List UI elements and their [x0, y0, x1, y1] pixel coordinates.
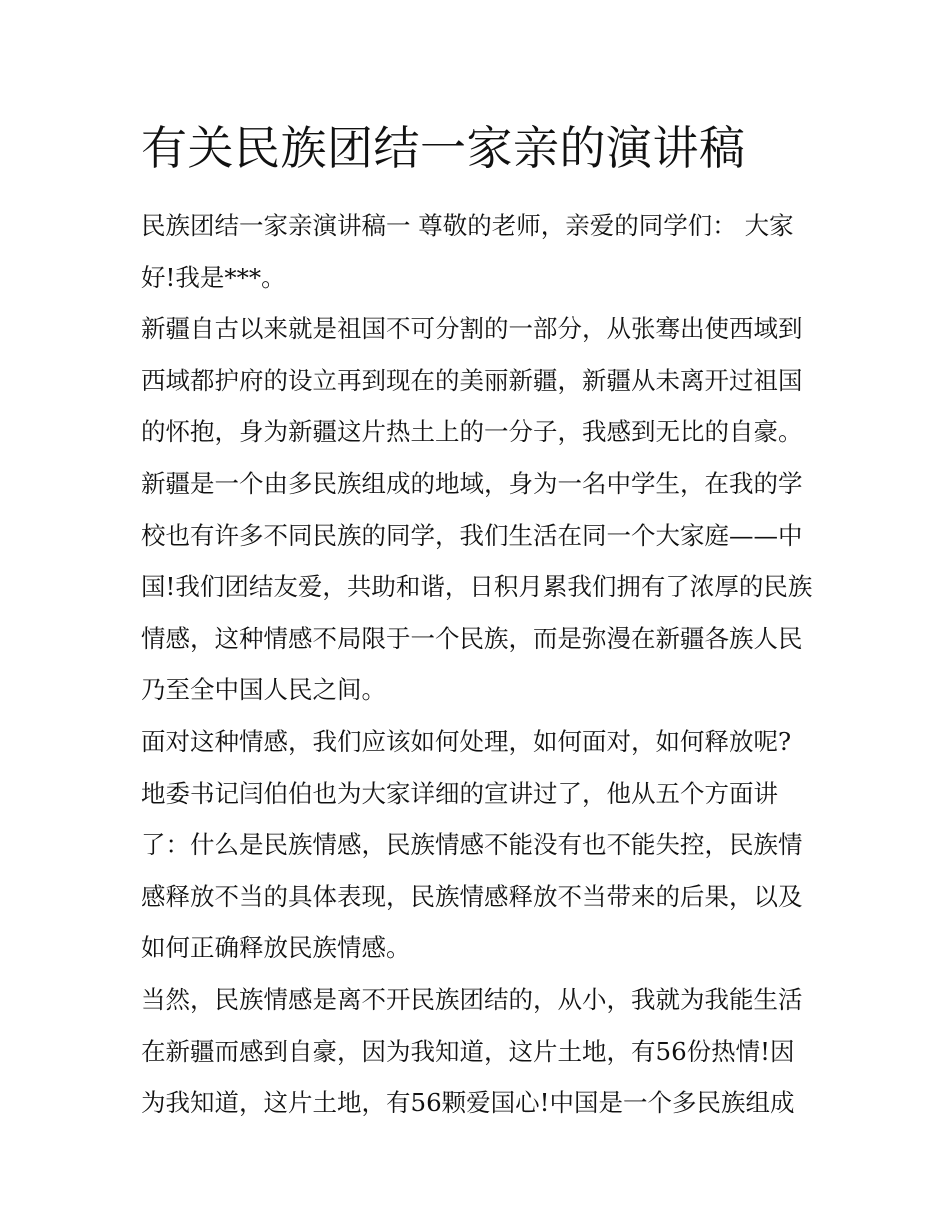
document-content: [141, 116, 813, 1129]
document-title: 有关民族团结一家亲的演讲稿: [141, 121, 746, 175]
paragraph-3: 新疆是一个由多民族组成的地域，身为一名中学生，在我的学校也有许多不同民族的同学，我们生活在同一个大家庭——中国!我们团结友爱，共助和谐，日积月累我们拥有了浓厚的民族情感，这种情感不局限于一个民族，而是弥漫在新疆各族人民乃至全中国人民之间。: [141, 468, 813, 705]
document-body: [141, 200, 813, 1129]
paragraph-4: 面对这种情感，我们应该如何处理，如何面对，如何释放呢?地委书记闫伯伯也为大家详细的宣讲过了，他从五个方面讲了：什么是民族情感，民族情感不能没有也不能失控，民族情感释放不当的具体表现，民族情感释放不当带来的后果，以及如何正确释放民族情感。: [141, 726, 803, 963]
paragraph-2: 新疆自古以来就是祖国不可分割的一部分，从张骞出使西域到西域都护府的设立再到现在的美丽新疆，新疆从未离开过祖国的怀抱，身为新疆这片热土上的一分子，我感到无比的自豪。: [141, 314, 803, 447]
paragraph-5: 当然，民族情感是离不开民族团结的，从小，我就为我能生活在新疆而感到自豪，因为我知道，这片土地，有56份热情!因为我知道，这片土地，有56颗爱国心!中国是一个多民族组成: [141, 984, 803, 1118]
paragraph-1: 民族团结一家亲演讲稿一 尊敬的老师，亲爱的同学们： 大家好!我是***。: [141, 211, 794, 292]
